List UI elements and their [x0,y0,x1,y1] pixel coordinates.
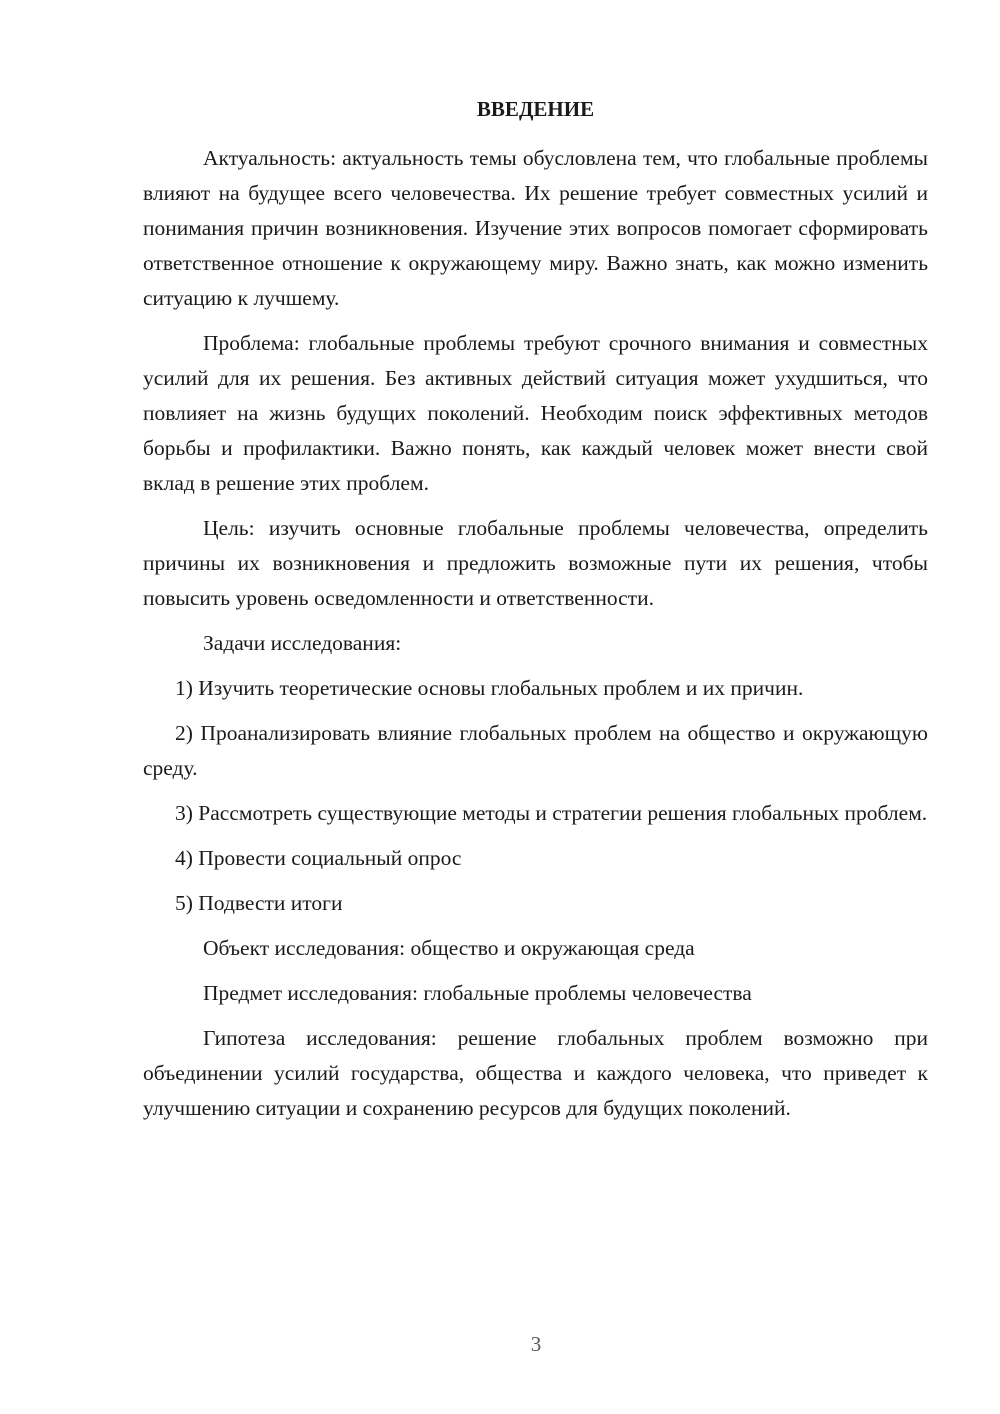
document-page [143,92,928,1136]
goal-paragraph: Цель: изучить основные глобальные проблемы человечества, определить причины их возникновения и предложить возможные пути их решения, чтобы повысить уровень осведомленности и ответственности. [143,516,928,610]
task-item-5: 5) Подвести итоги [175,891,343,915]
research-subject: Предмет исследования: глобальные проблемы человечества [203,981,752,1005]
task-item-4: 4) Провести социальный опрос [175,846,462,870]
problem-paragraph: Проблема: глобальные проблемы требуют срочного внимания и совместных усилий для их решения. Без активных действий ситуация может ухудшиться, что повлияет на жизнь будущих поколений. Необходим поиск эффективных методов борьбы и профилактики. Важно понять, как каждый человек может внести свой вклад в решение этих проблем. [143,331,928,495]
task-item-2: 2) Проанализировать влияние глобальных проблем на общество и окружающую среду. [143,721,928,780]
research-object: Объект исследования: общество и окружающая среда [203,936,695,960]
document-title: ВВЕДЕНИЕ [476,97,595,121]
hypothesis-paragraph: Гипотеза исследования: решение глобальных проблем возможно при объединении усилий государства, общества и каждого человека, что приведет к улучшению ситуации и сохранению ресурсов для будущих поколений. [143,1026,928,1120]
task-item-1: 1) Изучить теоретические основы глобальных проблем и их причин. [175,676,804,700]
relevance-paragraph: Актуальность: актуальность темы обусловлена тем, что глобальные проблемы влияют на будущее всего человечества. Их решение требует совместных усилий и понимания причин возникновения. Изучение этих вопросов помогает сформировать ответственное отношение к окружающему миру. Важно знать, как можно изменить ситуацию к лучшему. [143,146,928,310]
page-number: 3 [530,1332,542,1356]
tasks-heading: Задачи исследования: [203,631,402,655]
task-item-3: 3) Рассмотреть существующие методы и стратегии решения глобальных проблем. [175,801,928,825]
